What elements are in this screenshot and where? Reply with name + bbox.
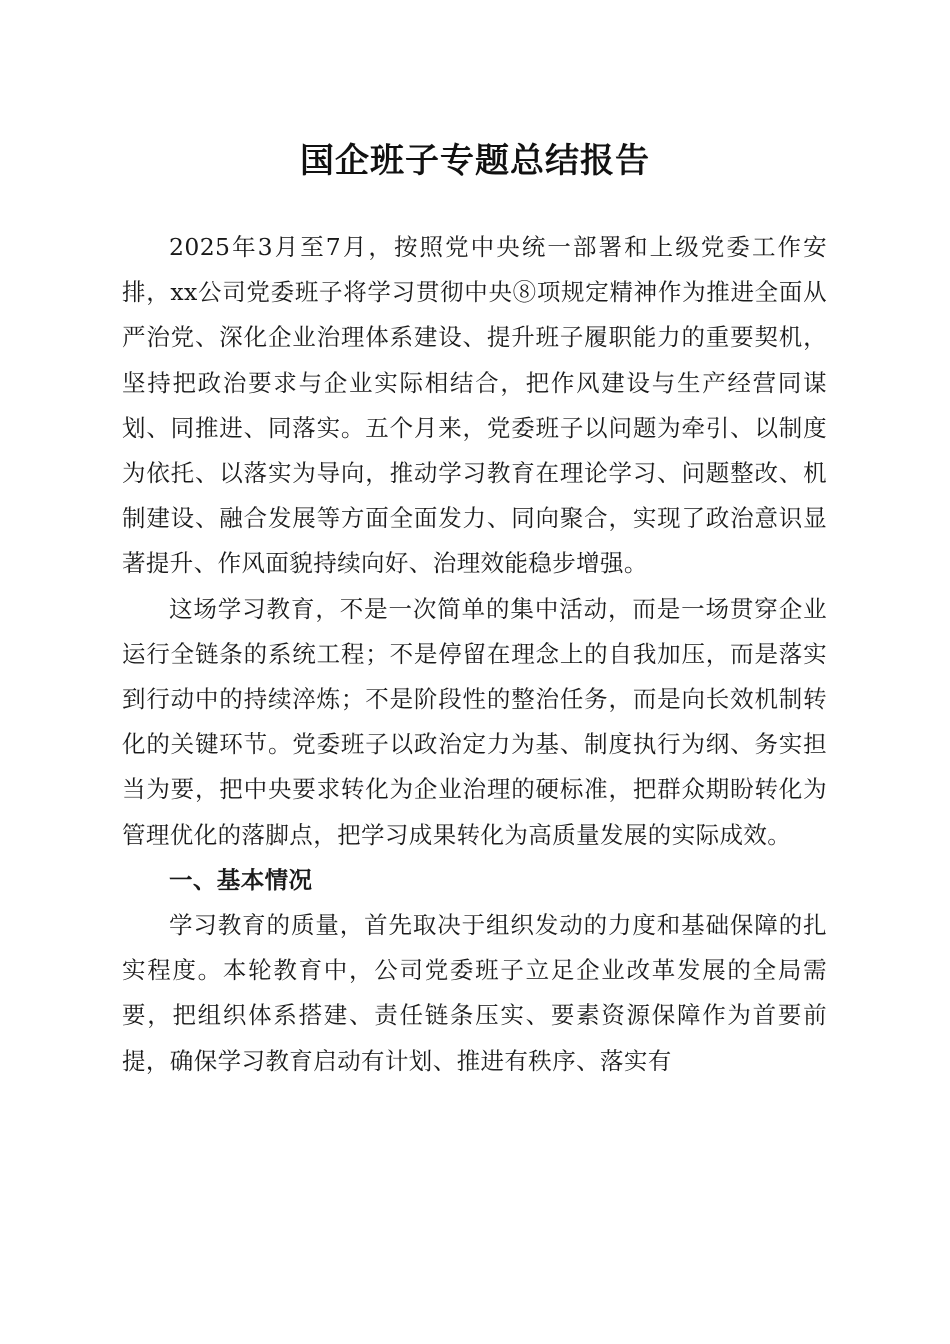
document-body: [122, 225, 827, 1084]
document-title: 国企班子专题总结报告: [300, 141, 650, 181]
intro-paragraph: 2025年3月至7月，按照党中央统一部署和上级党委工作安排，xx公司党委班子将学习贯彻中央⑧项规定精神作为推进全面从严治党、深化企业治理体系建设、提升班子履职能力的重要契机，坚持把政治要求与企业实际相结合，把作风建设与生产经营同谋划、同推进、同落实。五个月来，党委班子以问题为牵引、以制度为依托、以落实为导向，推动学习教育在理论学习、问题整改、机制建设、融合发展等方面全面发力、同向聚合，实现了政治意识显著提升、作风面貌持续向好、治理效能稳步增强。: [122, 233, 827, 578]
section-heading: 一、基本情况: [169, 865, 313, 894]
second-paragraph: 这场学习教育，不是一次简单的集中活动，而是一场贯穿企业运行全链条的系统工程；不是停留在理念上的自我加压，而是落实到行动中的持续淬炼；不是阶段性的整治任务，而是向长效机制转化的关键环节。党委班子以政治定力为基、制度执行为纲、务实担当为要，把中央要求转化为企业治理的硬标准，把群众期盼转化为管理优化的落脚点，把学习成果转化为高质量发展的实际成效。: [122, 594, 827, 849]
section-paragraph: 学习教育的质量，首先取决于组织发动的力度和基础保障的扎实程度。本轮教育中，公司党委班子立足企业改革发展的全局需要，把组织体系搭建、责任链条压实、要素资源保障作为首要前提，确保学习教育启动有计划、推进有秩序、落实有: [122, 911, 827, 1075]
